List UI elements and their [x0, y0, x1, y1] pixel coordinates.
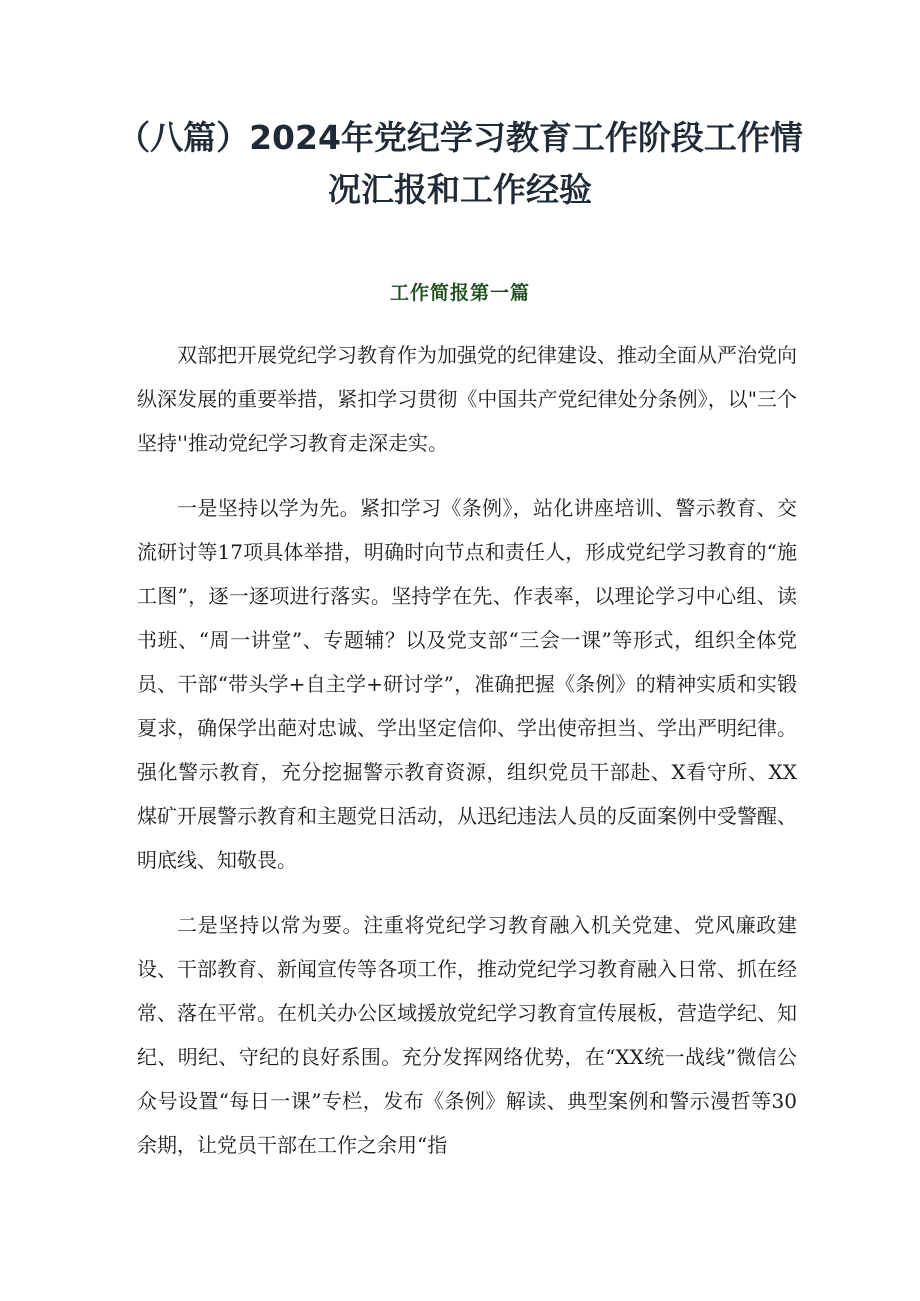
paragraph-point-one: 一是坚持以学为先。紧扣学习《条例》，站化讲座培训、警示教育、交流研讨等17项具体举措，明确时向节点和责任人，形成党纪学习教育的“施工图”，逐一逐项进行落实。坚持学在先、作表率，以理论学习中心组、读书班、“周一讲堂”、专题辅？以及党支部“三会一课”等形式，组织全体党员、干部“带头学+自主学+研讨学”，准确把握《条例》的精神实质和实锻夏求，确保学出葩对忠诚、学出坚定信仰、学出使帝担当、学出严明纪律。强化警示教育，充分挖掘警示教育资源，组织党员干部赴、X看守所、XX煤矿开展警示教育和主题党日活动，从迅纪违法人员的反面案例中受警醒、明底线、知敬畏。 — [137, 496, 797, 872]
document-title: （八篇）2024年党纪学习教育工作阶段工作情况汇报和工作经验 — [117, 118, 803, 209]
paragraph-point-two: 二是坚持以常为要。注重将党纪学习教育融入机关党建、党风廉政建设、干部教育、新闻宣传等各项工作，推动党纪学习教育融入日常、抓在经常、落在平常。在机关办公区域援放党纪学习教育宣传展板，营造学纪、知纪、明纪、守纪的良好系围。充分发挥网络优势，在“XX统一战线”微信公众号设置“每日一课”专栏，发布《条例》解读、典型案例和警示漫哲等30余期，让党员干部在工作之余用“指 — [137, 913, 797, 1157]
document-body — [137, 333, 797, 1167]
document-subtitle: 工作简报第一篇 — [389, 282, 530, 304]
paragraph-intro: 双部把开展党纪学习教育作为加强党的纪律建设、推动全面从严治党向纵深发展的重要举措，紧扣学习贯彻《中国共产党纪律处分条例》，以"三个坚持''推动党纪学习教育走深走实。 — [137, 343, 797, 455]
